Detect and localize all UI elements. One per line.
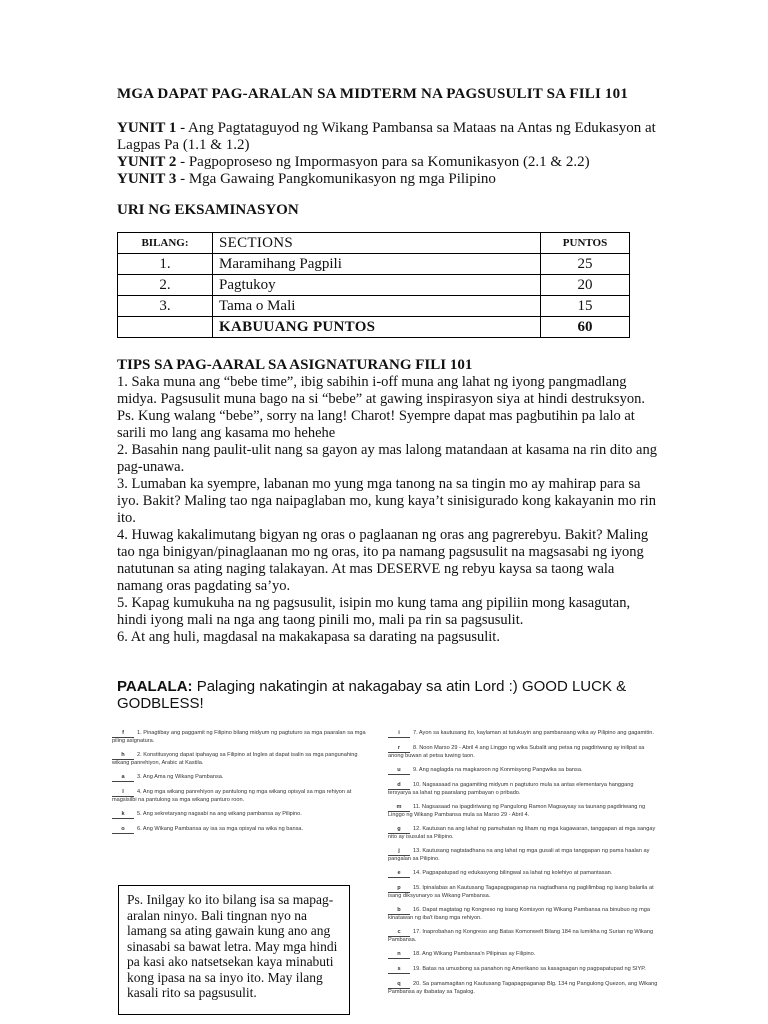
answer-text: 2. Konstitusyong dapat ipahayag sa Filipino at Ingles at dapat isalin sa mga pangunahing wikang panrehiyon, Arabic at Kastila. xyxy=(112,752,358,766)
answer-text: 12. Kautusan na ang lahat ng pamuhatan ng liham ng mga kagawaran, tanggapan at mga sangay nito ay isusulat sa Pilipino. xyxy=(388,826,656,840)
tip-item: 1. Saka muna ang “bebe time”, ibig sabihin i-off muna ang lahat ng iyong pangmadlang midya. Pagsusulit muna bago na si “bebe” at gawing inspirasyon siya at hindi destruksyon. xyxy=(117,374,645,407)
unit-text: - Mga Gawaing Pangkomunikasyon ng mga Pilipino xyxy=(176,171,496,187)
row-section: Tama o Mali xyxy=(213,296,541,317)
answer-text: 16. Dapat magtatag ng Kongreso ng isang Komisyon ng Wikang Pambansa na binubuo ng mga kinatawan ng iba't ibang mga rehiyon. xyxy=(388,907,650,921)
table-header-row xyxy=(118,233,630,254)
tip-item: 2. Basahin nang paulit-ulit nang sa gayon ay mas lalong matandaan at kasama na rin dito ang pag-unawa. xyxy=(117,442,657,475)
unit-text: - Ang Pagtataguyod ng Wikang Pambansa sa Mataas na Antas ng Edukasyon at Lagpas Pa (1.1 & 1.2) xyxy=(117,120,656,153)
answer-item xyxy=(112,752,374,767)
answer-item xyxy=(388,745,658,760)
answer-item xyxy=(388,826,658,841)
answer-text: 11. Nagsasaad na ipagdiriwang ng Pangulong Ramon Magsaysay sa taunang pagdiriwang ng Linggo ng Wikang Pambansa mula sa Marso 29 - Abril 4. xyxy=(388,804,646,818)
answer-item xyxy=(388,730,658,738)
answer-item xyxy=(388,848,658,863)
row-points: 20 xyxy=(541,275,630,296)
answer-letter: n xyxy=(388,951,410,959)
answer-letter: h xyxy=(112,752,134,760)
answer-text: 7. Ayon sa kautusang ito, kaylaman at tutukuyin ang pambansang wika ay Pilipino ang gagamitin. xyxy=(413,730,654,736)
answer-letter: j xyxy=(388,848,410,856)
answer-letter: g xyxy=(388,826,410,834)
answer-item xyxy=(112,826,374,834)
row-points: 15 xyxy=(541,296,630,317)
unit-2 xyxy=(117,154,657,171)
answer-item xyxy=(388,966,658,974)
answer-text: 14. Pagpapatupad ng edukasyong bilingwal sa lahat ng kolehiyo at pamantasan. xyxy=(413,870,613,876)
answer-text: 15. Ipinalabas an Kautusang Tagapagpaganap na nagtadhana ng paglilimbag ng isang balarila at isang diksyunaryo sa Wikang Pambansa. xyxy=(388,885,654,899)
answer-item xyxy=(388,804,658,819)
answer-letter: k xyxy=(112,811,134,819)
exam-table xyxy=(117,232,630,338)
answer-item xyxy=(388,929,658,944)
header-bilang: BILANG: xyxy=(118,233,213,254)
answer-letter: a xyxy=(112,774,134,782)
answer-text: 1. Pinagtibay ang paggamit ng Filipino bilang midyum ng pagtuturo sa mga paaralan sa mga piling asignatura. xyxy=(112,730,366,744)
exam-heading: URI NG EKSAMINASYON xyxy=(117,202,299,218)
row-section: Pagtukoy xyxy=(213,275,541,296)
tip-item: 6. At ang huli, magdasal na makakapasa sa darating na pagsusulit. xyxy=(117,629,500,645)
tips-section xyxy=(117,357,657,646)
tips-heading: TIPS SA PAG-AARAL SA ASIGNATURANG FILI 101 xyxy=(117,357,473,373)
table-total-row xyxy=(118,317,630,338)
answer-item xyxy=(388,951,658,959)
answer-text: 19. Batas na umusbong sa panahon ng Amerikano sa kasagsagan ng pagpapatupad ng SIYP. xyxy=(413,966,646,972)
table-row xyxy=(118,254,630,275)
answer-text: 8. Noon Marso 29 - Abril 4 ang Linggo ng wika Subalit ang petsa ng pagdiriwang ay inilipat sa anong buwan at petsa tuwing taon. xyxy=(388,745,645,759)
table-row xyxy=(118,275,630,296)
header-puntos: PUNTOS xyxy=(541,233,630,254)
reminder xyxy=(117,678,637,712)
scanned-answers-right xyxy=(388,730,658,1003)
unit-label: YUNIT 3 xyxy=(117,171,177,187)
table-row xyxy=(118,296,630,317)
tip-item: 3. Lumaban ka syempre, labanan mo yung mga tanong na sa tingin mo ay mahirap para sa iyo. Bakit? Maling tao nga naipaglaban mo, kung kaya’t sinisigurado kong kakayanin mo rin ito. xyxy=(117,476,656,526)
unit-text: - Pagpoproseso ng Impormasyon para sa Komunikasyon (2.1 & 2.2) xyxy=(176,154,590,170)
answer-item xyxy=(112,811,374,819)
answer-letter: b xyxy=(388,907,410,915)
reminder-text: Palaging nakatingin at nakagabay sa atin Lord :) GOOD LUCK & GODBLESS! xyxy=(117,678,627,712)
tip-item: 4. Huwag kakalimutang bigyan ng oras o paglaanan ng oras ang pagrerebyu. Bakit? Maling tao nga binigyan/pinaglaanan mo ng oras, ito pa namang pagsusulit na magsasabi ng iyong natutunan sa ating naging talakayan. At mas DESERVE ng rebyu kaysa sa taong wala namang oras pagdating sa’yo. xyxy=(117,527,649,594)
unit-1 xyxy=(117,120,657,154)
answer-item xyxy=(112,730,374,745)
answer-letter: s xyxy=(388,966,410,974)
answer-item xyxy=(388,981,658,996)
answer-text: 20. Sa pamamagitan ng Kautusang Tagapagpaganap Blg. 134 ng Pangulong Quezon, ang Wikang Pambansa ay ibabatay sa Tagalog. xyxy=(388,981,658,995)
answer-text: 3. Ang Ama ng Wikang Pambansa. xyxy=(137,774,224,780)
row-points: 25 xyxy=(541,254,630,275)
reminder-label: PAALALA: xyxy=(117,678,193,695)
row-section: Maramihang Pagpili xyxy=(213,254,541,275)
answer-text: 9. Ang naglagda na magkaroon ng Konmisyong Pangwika sa bansa. xyxy=(413,767,583,773)
answer-letter: r xyxy=(388,745,410,753)
answer-letter: q xyxy=(388,981,410,989)
answer-text: 13. Kautusang nagtatadhana na ang lahat ng mga gusali at mga tanggapan ng pama haalan ay pangalan sa Pilipino. xyxy=(388,848,650,862)
header-sections: SECTIONS xyxy=(213,233,541,254)
answer-letter: e xyxy=(388,870,410,878)
empty-cell xyxy=(118,317,213,338)
answer-item xyxy=(112,774,374,782)
answer-item xyxy=(388,885,658,900)
page-title: MGA DAPAT PAG-ARALAN SA MIDTERM NA PAGSUSULIT SA FILI 101 xyxy=(117,86,629,102)
answer-text: 6. Ang Wikang Pambansa ay isa sa mga opisyal na wika ng bansa. xyxy=(137,826,304,832)
answer-text: 18. Ang Wikang Pambansa'n Pilipinas ay Filipino. xyxy=(413,951,536,957)
answer-text: 17. Inaprobahan ng Kongreso ang Batas Komonwelt Bilang 184 na lumikha ng Surian ng Wikang Pambansa. xyxy=(388,929,654,943)
units-list xyxy=(117,120,657,188)
row-number: 2. xyxy=(118,275,213,296)
note-box: Ps. Inilgay ko ito bilang isa sa mapag-aralan ninyo. Bali tingnan nyo na lamang sa ating gawain kung ano ang sinasabi sa bawat letra. May mga hindi pa kasi ako natsetsekan kaya minabuti kong ipasa na sa inyo ito. May ilang kasali rito sa pagsusulit. xyxy=(118,885,350,1015)
answer-item xyxy=(388,870,658,878)
answer-letter: i xyxy=(388,730,410,738)
answer-text: 5. Ang sekretaryang nagsabi na ang wikang pambansa ay Pilipino. xyxy=(137,811,302,817)
answer-letter: p xyxy=(388,885,410,893)
answer-letter: u xyxy=(388,767,410,775)
tip-item: 5. Kapag kumukuha na ng pagsusulit, isipin mo kung tama ang pipiliin mong kasagutan, hindi iyong mali na nga ang taong pinili mo, mali pa rin sa pagsusulit. xyxy=(117,595,631,628)
unit-label: YUNIT 2 xyxy=(117,154,177,170)
answer-text: 4. Ang mga wikang panrehiyon ay pantulong ng mga wikang opisyal sa mga rehiyon at magsisilbi na pantulong sa mga wikang panturo roon. xyxy=(112,789,352,803)
total-label: KABUUANG PUNTOS xyxy=(213,317,541,338)
total-points: 60 xyxy=(541,317,630,338)
tip-item: Ps. Kung walang “bebe”, sorry na lang! Charot! Syempre dapat mas pagbutihin pa lalo at sarili mo lang ang kasama mo hehehe xyxy=(117,408,635,441)
row-number: 3. xyxy=(118,296,213,317)
scanned-answers-left xyxy=(112,730,374,841)
unit-3 xyxy=(117,171,657,188)
answer-item xyxy=(388,767,658,775)
answer-letter: o xyxy=(112,826,134,834)
answer-letter: l xyxy=(112,789,134,797)
answer-item xyxy=(112,789,374,804)
row-number: 1. xyxy=(118,254,213,275)
answer-text: 10. Nagsasaad na gagamiting midyum n pagtuturo mula sa antas elementarya hanggang tersyarya sa lahat ng paaralang pambayan o pribado. xyxy=(388,782,634,796)
answer-letter: m xyxy=(388,804,410,812)
answer-letter: d xyxy=(388,782,410,790)
answer-letter: f xyxy=(112,730,134,738)
answer-item xyxy=(388,907,658,922)
answer-item xyxy=(388,782,658,797)
unit-label: YUNIT 1 xyxy=(117,120,177,136)
answer-letter: c xyxy=(388,929,410,937)
